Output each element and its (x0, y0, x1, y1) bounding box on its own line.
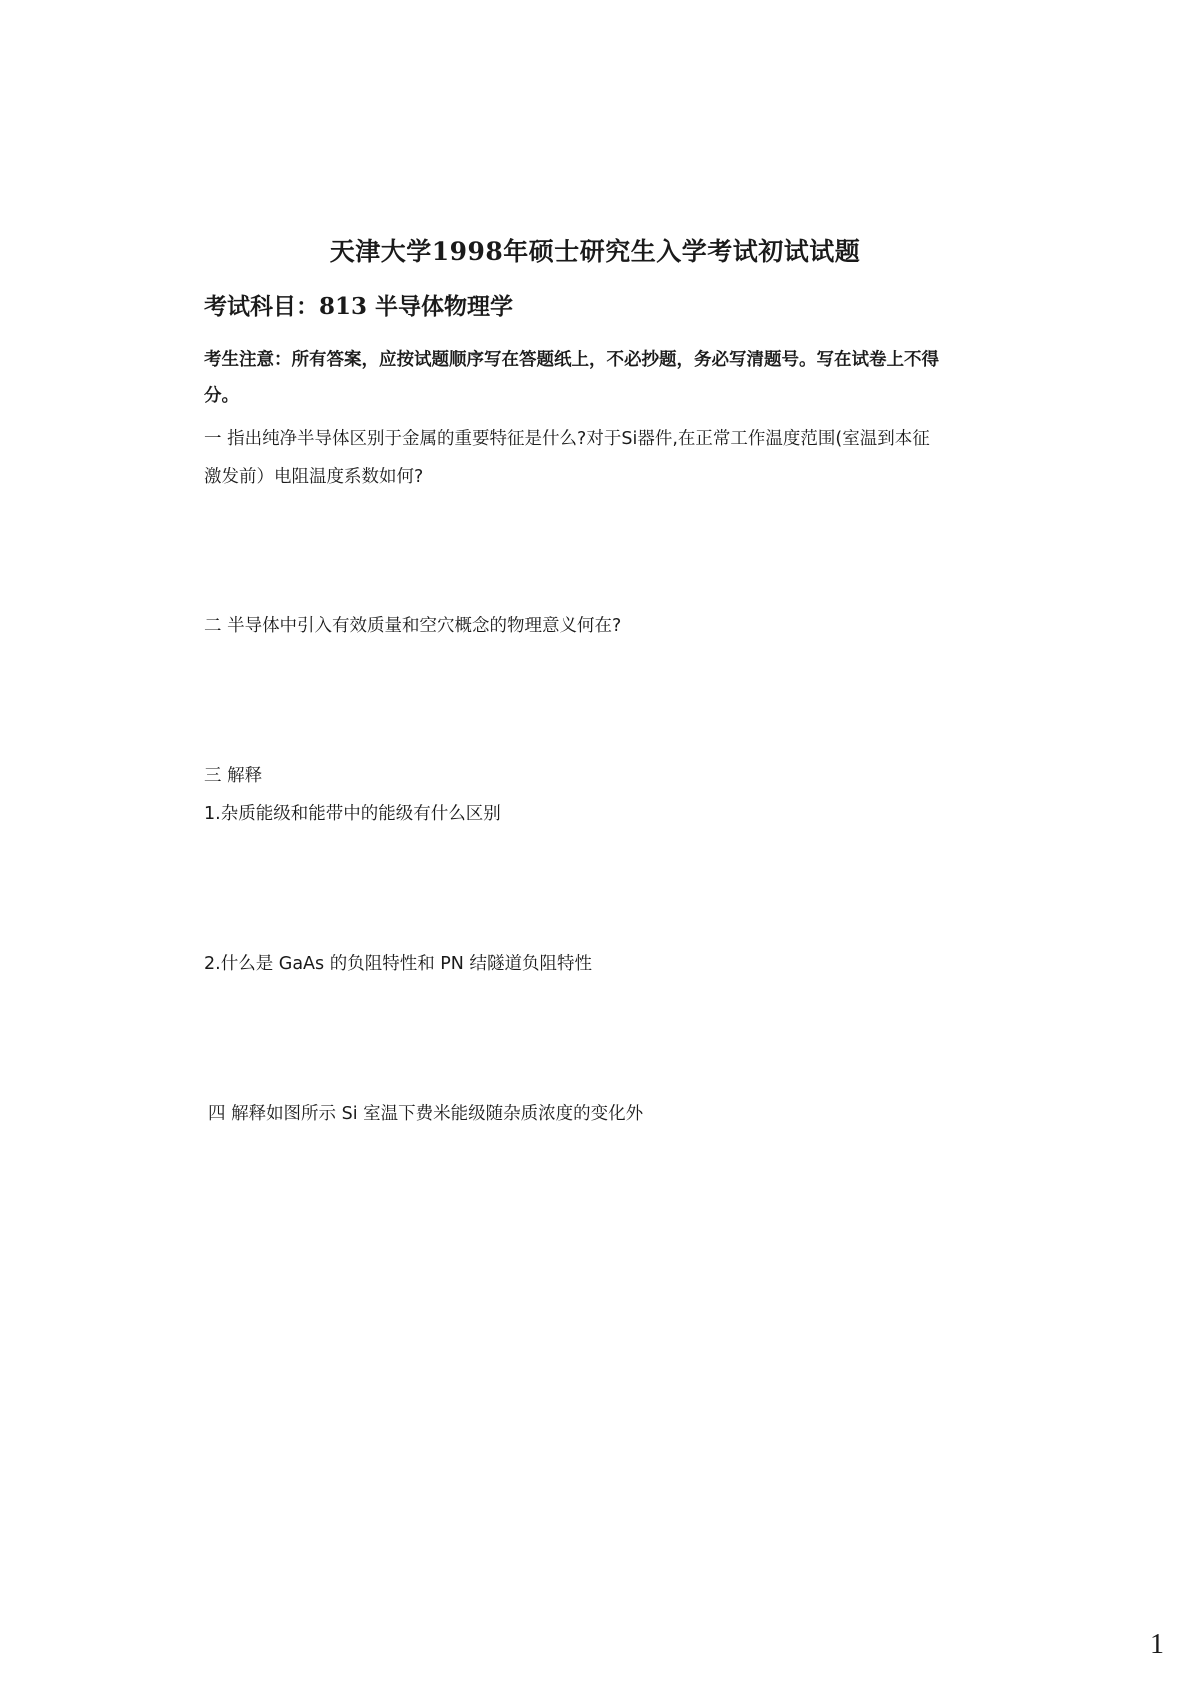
question-2: 二 半导体中引入有效质量和空穴概念的物理意义何在? (204, 616, 622, 636)
exam-subject: 考试科目：813 半导体物理学 (204, 293, 514, 320)
question-4: 四 解释如图所示 Si 室温下费米能级随杂质浓度的变化外 (208, 1104, 644, 1124)
page-number: 1 (1150, 1629, 1164, 1660)
exam-notice: 考生注意：所有答案，应按试题顺序写在答题纸上，不必抄题，务必写清题号。写在试卷上不得分。 (204, 350, 939, 406)
exam-title: 天津大学1998年硕士研究生入学考试初试试题 (329, 237, 861, 266)
question-1: 一 指出纯净半导体区别于金属的重要特征是什么?对于Si器件,在正常工作温度范围(室温到本征激发前）电阻温度系数如何? (204, 429, 930, 487)
question-3-part-2: 2.什么是 GaAs 的负阻特性和 PN 结隧道负阻特性 (204, 954, 592, 974)
question-3-part-1: 1.杂质能级和能带中的能级有什么区别 (204, 804, 501, 824)
question-3-heading: 三 解释 (204, 766, 263, 786)
